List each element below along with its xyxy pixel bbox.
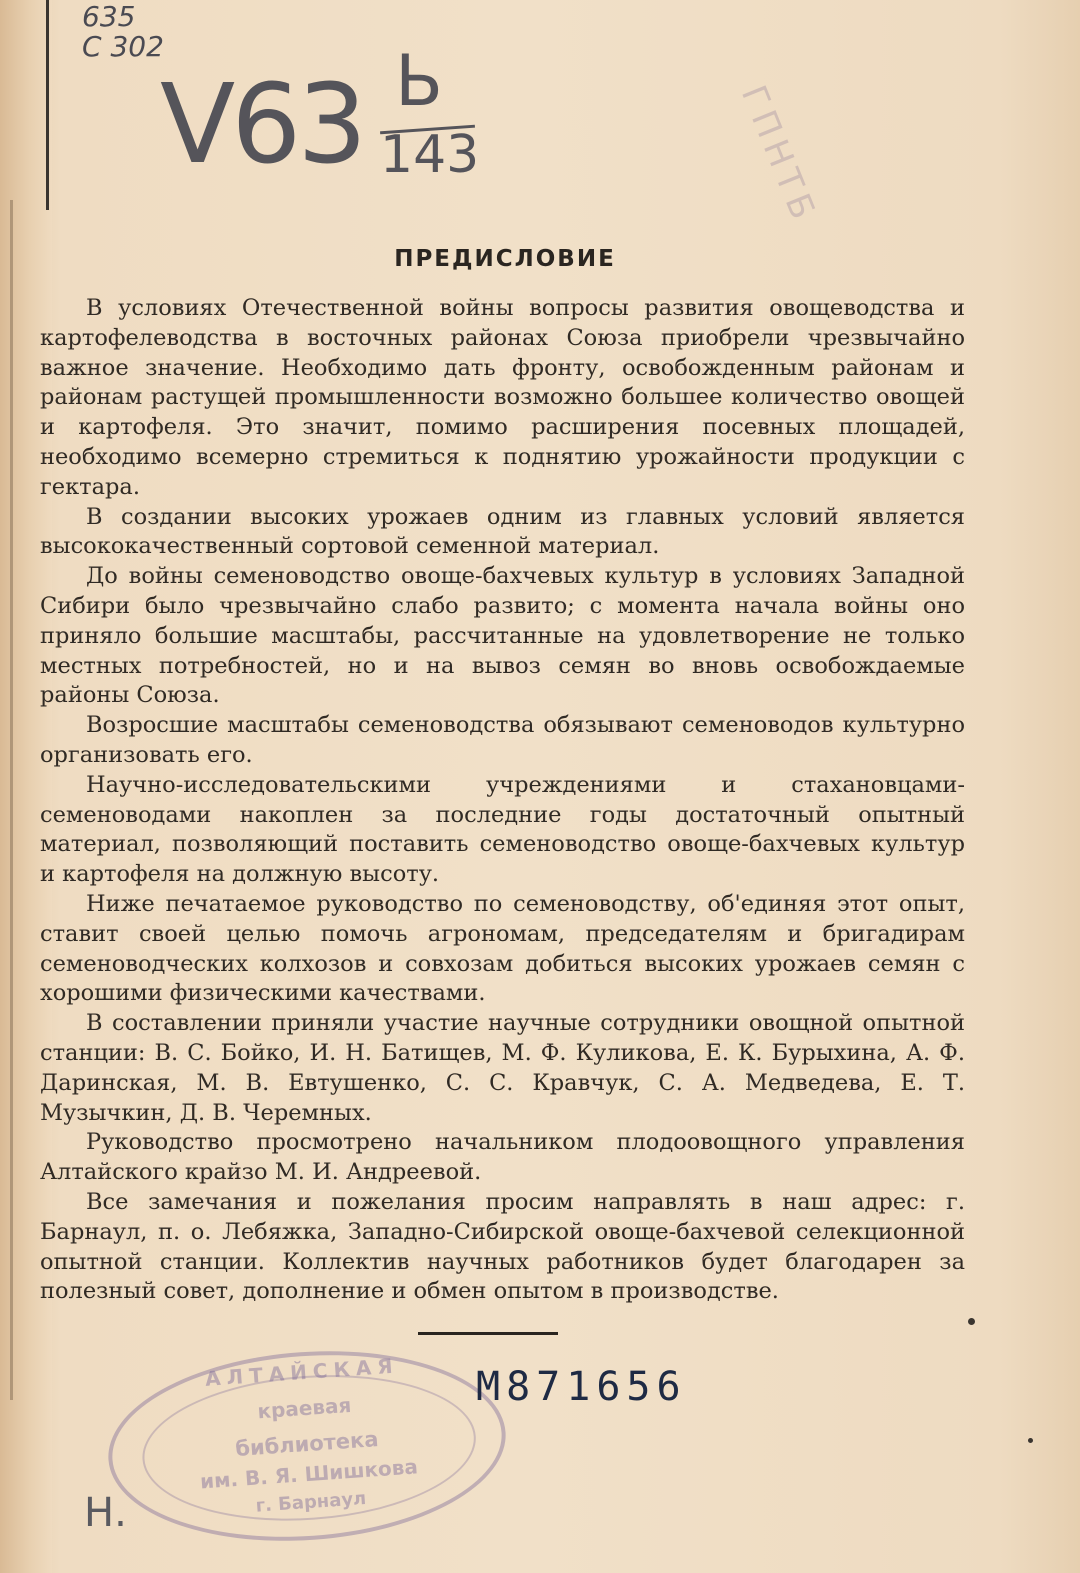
page-title: ПРЕДИСЛОВИЕ [394, 246, 616, 272]
binding-rule [46, 0, 49, 210]
stamp-line: г. Барнаул [254, 1488, 367, 1517]
ink-speck [1028, 1438, 1033, 1443]
paragraph: Руководство просмотрено начальником плодоовощного управления Алтайского крайзо М. И. Андреевой. [40, 1129, 965, 1186]
handwritten-catalog-code: С 302 [82, 30, 164, 63]
paragraph: Ниже печатаемое руководство по семеноводству, об'единяя этот опыт, ставит своей целью помочь агрономам, председателям и бригадирам семеноводческих колхозов и совхозам добиться высоких урожаев семян с хорошими физическими качествами. [40, 890, 965, 1007]
stamp-line: им. В. Я. Шишкова [199, 1454, 419, 1494]
paragraph: До войны семеноводство овоще-бахчевых культур в условиях Западной Сибири было чрезвычайно слабо развито; с момента начала войны оно приняло большие масштабы, рассчитанные на удовлетворение не только местных потребностей, но и на вывоз семян во вновь освобождаемые районы Союза. [40, 563, 965, 709]
handwritten-shelfmark-subscript: 143 [380, 125, 480, 185]
stamp-line: АЛТАЙСКАЯ [204, 1353, 400, 1391]
library-stamp [102, 1338, 512, 1553]
binding-crease [10, 200, 13, 1400]
paragraph: В условиях Отечественной войны вопросы развития овощеводства и картофелеводства в восточных районах Союза приобрели чрезвычайно важное значение. Необходимо дать фронту, освобожденным районам и районам растущей промышленности возможно большее количество овощей и картофеля. Это значит, помимо расширения посевных площадей, необходимо всемерно стремиться к поднятию урожайности продукции с гектара. [40, 295, 965, 500]
faint-library-stamp: ГПНТБ [732, 80, 825, 231]
paragraph: В составлении приняли участие научные сотрудники овощной опытной станции: В. С. Бойко, И. Н. Батищев, М. Ф. Куликова, Е. К. Бурыхина, А. Ф. Даринская, М. В. Евтушенко, С. С. Кравчук, С. А. Медведева, Е. Т. Музычкин, Д. В. Черемных. [40, 1010, 965, 1126]
ink-speck [968, 1318, 975, 1325]
section-divider [418, 1332, 558, 1335]
paragraph: В создании высоких урожаев одним из главных условий является высококачественный сортовой семенной материал. [40, 503, 965, 560]
paragraph: Научно-исследовательскими учреждениями и стахановцами-семеноводами накоплен за последние годы достаточный опытный материал, позволяющий поставить семеноводство овоще-бахчевых культур и картофеля на должную высоту. [40, 771, 965, 888]
handwritten-shelfmark: V63 [160, 60, 364, 188]
handwritten-catalog-number: 635 [82, 0, 136, 33]
inventory-number: M871656 [476, 1364, 687, 1410]
handwritten-shelfmark-superscript: Ь [395, 40, 444, 122]
handwritten-bottom-note: Н. [84, 1490, 127, 1536]
stamp-line: библиотека [234, 1427, 380, 1461]
stamp-line: краевая [256, 1392, 353, 1424]
preface-body [40, 294, 965, 1307]
paragraph: Возросшие масштабы семеноводства обязывают семеноводов культурно организовать его. [40, 712, 965, 768]
paragraph: Все замечания и пожелания просим направлять в наш адрес: г. Барнаул, п. о. Лебяжка, Западно-Сибирской овоще-бахчевой селекционной опытной станции. Коллектив научных работников будет благодарен за полезный совет, дополнение и обмен опытом в производстве. [40, 1188, 965, 1305]
